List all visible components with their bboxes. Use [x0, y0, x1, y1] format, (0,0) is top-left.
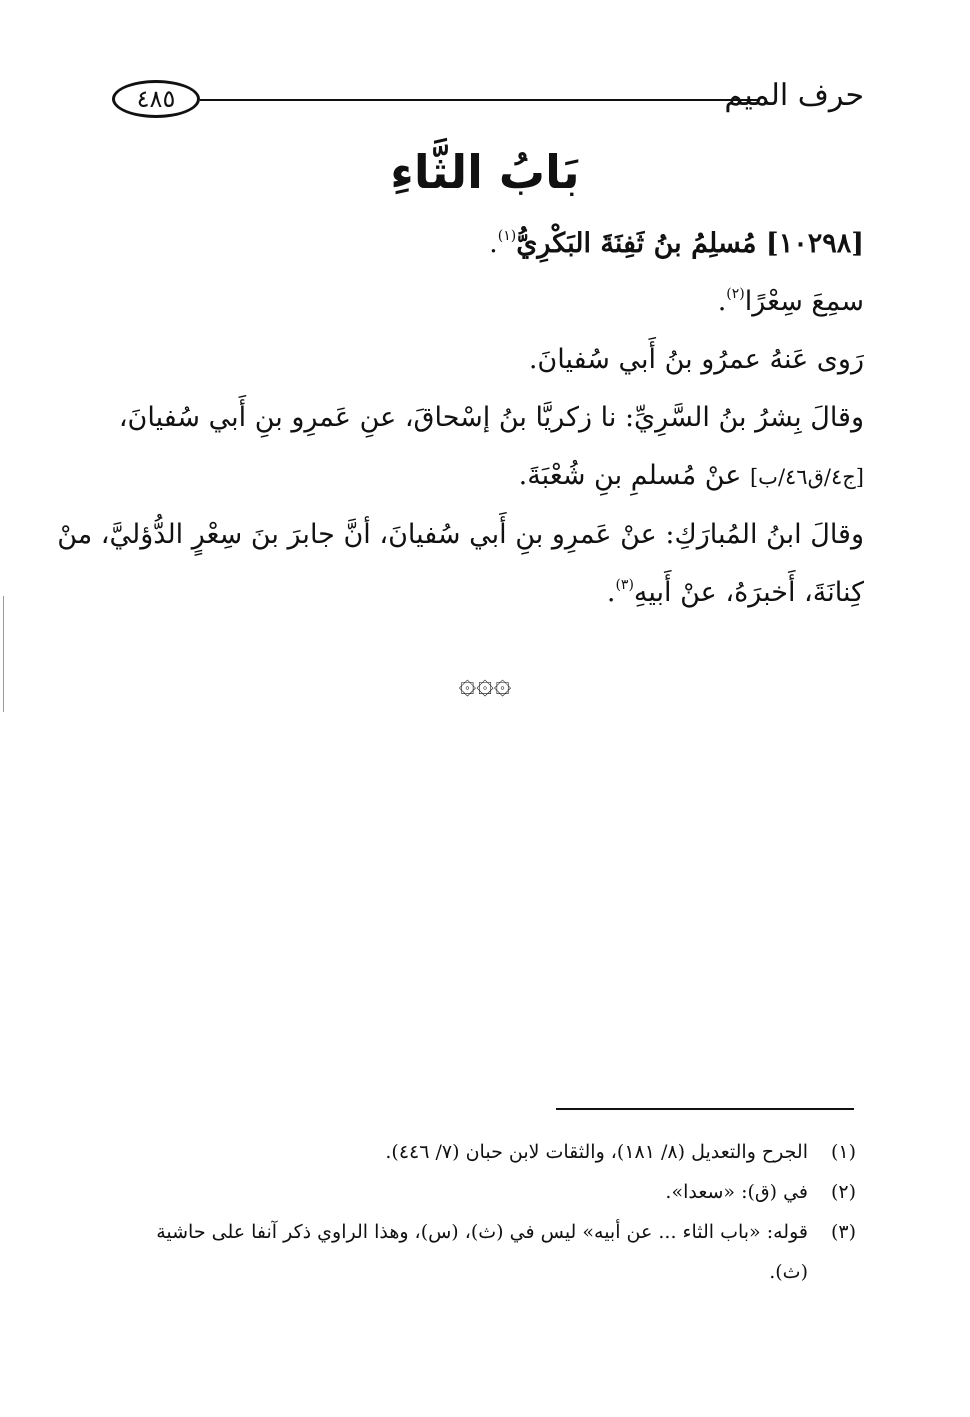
footnote-text — [108, 1132, 808, 1172]
body-line-4 — [112, 447, 864, 506]
footnote-line: (ث). — [769, 1261, 808, 1283]
footnote-line: في (ق): «سعدا». — [665, 1181, 808, 1203]
footnote-2 — [108, 1172, 856, 1212]
footnote-line: قوله: «باب الثاء ... عن أبيه» ليس في (ث)، (س)، وهذا الراوي ذكر آنفا على حاشية — [156, 1221, 808, 1243]
manuscript-ref: [ج٤/ق٤٦/ب] — [749, 465, 864, 489]
body-line-6 — [112, 564, 864, 622]
header-rule — [200, 99, 760, 101]
footnote-rule — [556, 1108, 854, 1110]
page-number: ٤٨٥ — [136, 85, 176, 113]
footnote-text — [108, 1212, 808, 1292]
footnote-number: (١) — [830, 1141, 856, 1163]
entry-label: [١٠٢٩٨] مُسلِمُ بنُ ثَفِنَةَ البَكْرِيُّ — [516, 228, 864, 259]
body-line-4-text: عنْ مُسلمِ بنِ شُعْبَةَ. — [518, 460, 750, 491]
body-line-2: رَوى عَنهُ عمرُو بنُ أَبي سُفيانَ. — [528, 344, 864, 375]
body-line-1-text: سمِعَ سِعْرًا — [744, 286, 864, 317]
body-line-5: وقالَ ابنُ المُبارَكِ: عنْ عَمرِو بنِ أَبي سُفيانَ، أنَّ جابرَ بنَ سِعْرٍ الدُّؤليَّ، منْ — [57, 519, 864, 550]
footnotes — [108, 1132, 856, 1292]
running-title: حرف الميم — [724, 78, 864, 113]
page-header — [112, 74, 864, 124]
section-ornament: ۞۞۞ — [458, 666, 512, 701]
body-line-1-end: . — [717, 286, 727, 317]
footnote-ref-3: (٣) — [615, 577, 634, 593]
body-line-6-text: كِنانَةَ، أَخبرَهُ، عنْ أَبيهِ — [633, 577, 864, 608]
footnote-line: الجرح والتعديل (٨/ ١٨١)، والثقات لابن حبان (٧/ ٤٤٦). — [385, 1141, 808, 1163]
footnote-number: (٢) — [830, 1181, 856, 1203]
entry-end: . — [489, 228, 498, 259]
body-line-6-end: . — [606, 577, 616, 608]
body-line-1 — [112, 273, 864, 331]
page-number-badge — [112, 80, 200, 118]
footnote-text — [108, 1172, 808, 1212]
footnote-1 — [108, 1132, 856, 1172]
footnote-ref-1: (١) — [497, 228, 517, 244]
footnote-number: (٣) — [830, 1221, 856, 1243]
chapter-title: بَابُ الثَّاءِ — [390, 145, 580, 199]
body-line-3: وقالَ بِشرُ بنُ السَّرِيِّ: نا زكريَّا بنُ إسْحاقَ، عنِ عَمرِو بنِ أَبي سُفيانَ، — [118, 402, 864, 433]
body-text — [57, 215, 864, 622]
footnote-ref-2: (٢) — [726, 286, 745, 302]
footnote-3 — [108, 1212, 856, 1292]
entry-heading — [112, 215, 864, 273]
